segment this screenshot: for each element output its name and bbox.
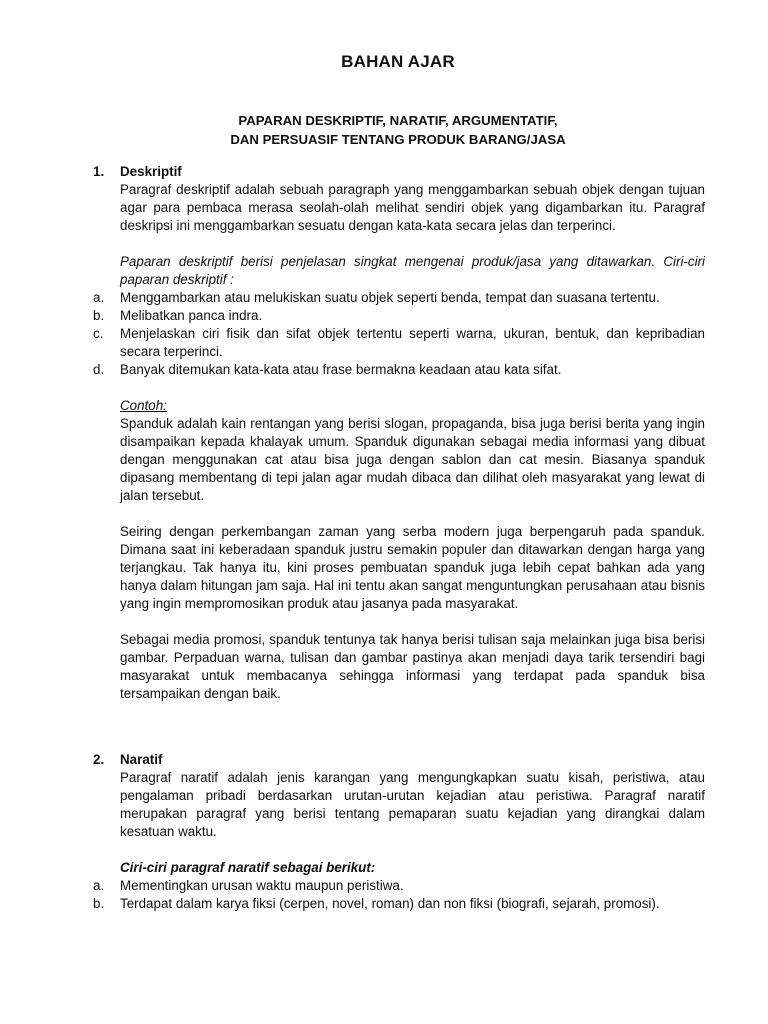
section-heading	[93, 751, 705, 769]
list-marker: d.	[93, 362, 105, 377]
features-intro: Paparan deskriptif berisi penjelasan singkat mengenai produk/jasa yang ditawarkan. Ciri-ciri paparan deskriptif :	[120, 254, 705, 287]
document-subtitle	[0, 111, 768, 149]
document-title: BAHAN AJAR	[341, 52, 455, 71]
section-intro-paragraph: Paragraf naratif adalah jenis karangan yang mengungkapkan suatu kisah, peristiwa, atau pengalaman pribadi berdasarkan urutan-urutan kejadian atau peristiwa. Paragraf naratif merupakan paragraf yang berisi tentang pemaparan suatu kejadian yang dirangkai dalam kesatuan waktu.	[120, 770, 705, 839]
list-item-text: Melibatkan panca indra.	[120, 308, 263, 323]
section-heading	[93, 163, 705, 181]
subtitle-line-2: DAN PERSUASIF TENTANG PRODUK BARANG/JASA	[230, 132, 566, 147]
section-title: Deskriptif	[120, 164, 182, 179]
section-number: 1.	[93, 164, 105, 179]
list-item	[93, 361, 705, 379]
list-marker: a.	[93, 290, 105, 305]
list-item	[93, 877, 705, 895]
section-naratif	[93, 751, 705, 913]
features-list	[93, 877, 705, 913]
list-item	[93, 895, 705, 913]
example-paragraph: Sebagai media promosi, spanduk tentunya tak hanya berisi tulisan saja melainkan juga bisa berisi gambar. Perpaduan warna, tulisan dan gambar pastinya akan menjadi daya tarik tersendiri bagi masyarakat untuk membacanya sehingga informasi yang terdapat pada spanduk bisa tersampaikan dengan baik.	[120, 632, 705, 701]
list-item-text: Banyak ditemukan kata-kata atau frase bermakna keadaan atau kata sifat.	[120, 362, 562, 377]
list-marker: a.	[93, 878, 105, 893]
section-intro-paragraph: Paragraf deskriptif adalah sebuah paragraph yang menggambarkan sebuah objek dengan tujuan agar para pembaca merasa seolah-olah melihat sendiri objek yang digambarkan itu. Paragraf deskripsi ini menggambarkan sesuatu dengan kata-kata secara jelas dan terperinci.	[120, 182, 705, 233]
example-paragraph: Seiring dengan perkembangan zaman yang serba modern juga berpengaruh pada spanduk. Dimana saat ini keberadaan spanduk justru semakin populer dan ditawarkan dengan harga yang terjangkau. Tak hanya itu, kini proses pembuatan spanduk juga lebih cepat bahkan ada yang hanya dalam hitungan jam saja. Hal ini tentu akan sangat menguntungkan perusahaan atau bisnis yang ingin mempromosikan produk atau jasanya pada masyarakat.	[120, 524, 705, 611]
list-marker: b.	[93, 308, 105, 323]
features-list	[93, 289, 705, 379]
list-item-text: Menggambarkan atau melukiskan suatu objek seperti benda, tempat dan suasana tertentu.	[120, 290, 660, 305]
list-item	[93, 289, 705, 307]
list-marker: b.	[93, 896, 105, 911]
example-label: Contoh:	[120, 398, 167, 413]
list-marker: c.	[93, 326, 104, 341]
section-title: Naratif	[120, 752, 163, 767]
list-item-text: Mementingkan urusan waktu maupun peristiwa.	[120, 878, 404, 893]
list-item	[93, 325, 705, 361]
list-item-text: Terdapat dalam karya fiksi (cerpen, novel, roman) dan non fiksi (biografi, sejarah, promosi).	[120, 896, 660, 911]
features-intro: Ciri-ciri paragraf naratif sebagai berikut:	[120, 860, 376, 875]
example-paragraph: Spanduk adalah kain rentangan yang berisi slogan, propaganda, bisa juga berisi berita yang ingin disampaikan kepada khalayak umum. Spanduk digunakan sebagai media informasi yang dibuat dengan menggunakan cat atau bisa juga dengan sablon dan cat mesin. Biasanya spanduk dipasang membentang di tepi jalan agar mudah dibaca dan dilihat oleh masyarakat yang lewat di jalan tersebut.	[120, 416, 705, 503]
list-item-text: Menjelaskan ciri fisik dan sifat objek tertentu seperti warna, ukuran, bentuk, dan kepribadian secara terperinci.	[120, 326, 705, 359]
section-number: 2.	[93, 752, 105, 767]
subtitle-line-1: PAPARAN DESKRIPTIF, NARATIF, ARGUMENTATIF,	[238, 113, 558, 128]
section-deskriptif	[93, 163, 705, 703]
list-item	[93, 307, 705, 325]
